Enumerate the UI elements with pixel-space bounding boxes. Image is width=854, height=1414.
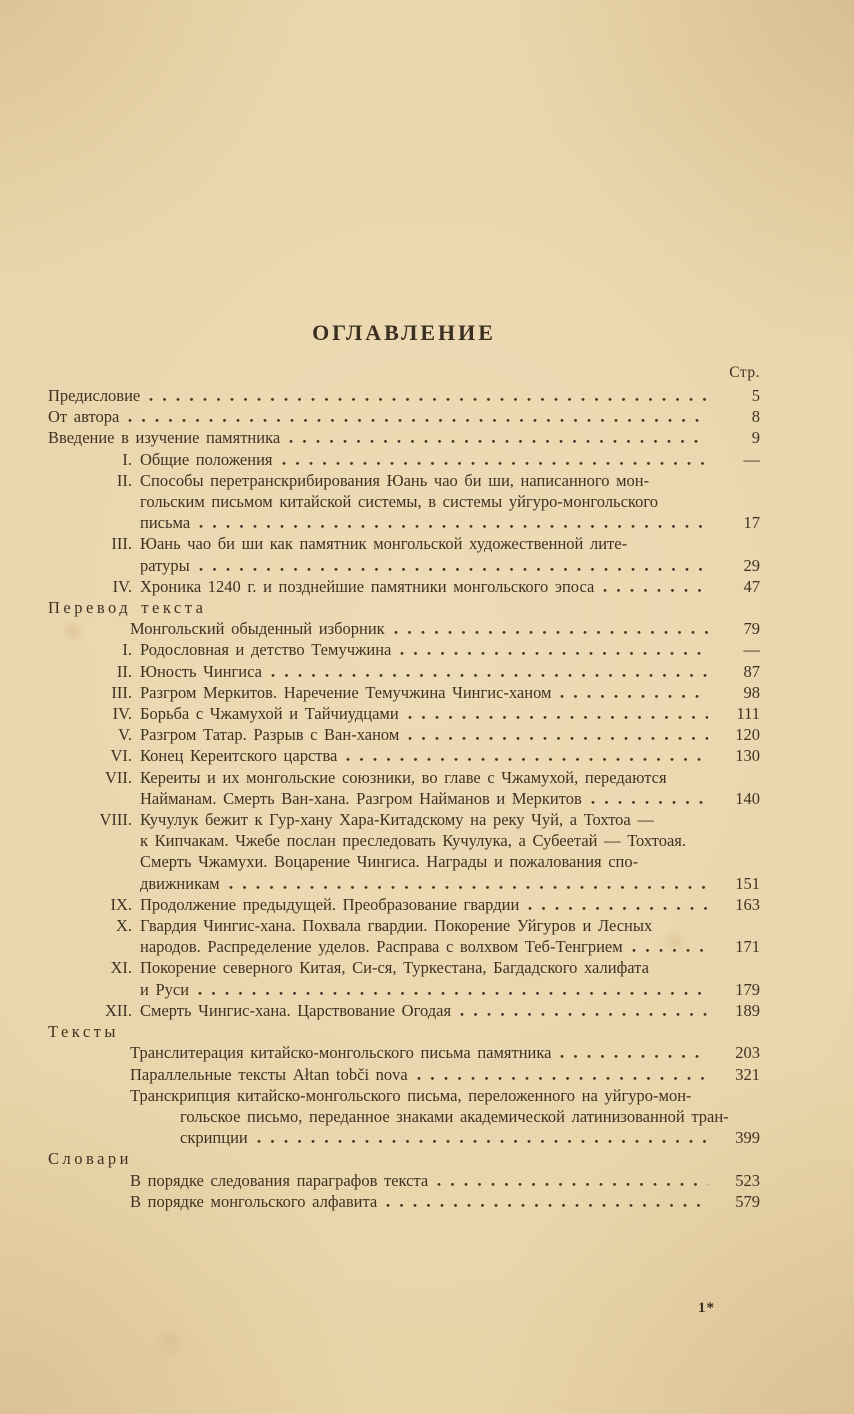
toc-entry-title: народов. Распределение уделов. Расправа с волхвом Теб-Тенгрием	[140, 937, 623, 957]
toc-entry-title: Смерть Чжамухи. Воцарение Чингиса. Награды и пожалования спо-	[140, 852, 639, 872]
dot-leader	[560, 1055, 708, 1058]
dot-leader	[346, 758, 708, 761]
toc-entry-title: Кучулук бежит к Гур-хану Хара-Китадскому на реку Чуй, а Тохтоа —	[140, 810, 654, 830]
toc-page-number: 120	[735, 725, 760, 745]
toc-entry-title: Кереиты и их монгольские союзники, во главе с Чжамухой, передаются	[140, 767, 667, 787]
toc-row	[48, 1064, 760, 1085]
toc-page-number: 189	[735, 1000, 760, 1020]
toc-entry-title: Покорение северного Китая, Си-ся, Туркестана, Багдадского халифата	[140, 958, 649, 978]
toc-row	[48, 957, 760, 978]
toc-row	[48, 682, 760, 703]
toc-entry-title: Введение в изучение памятника	[48, 428, 281, 448]
printer-signature-mark: 1*	[698, 1300, 715, 1316]
toc-entry-title: письма	[140, 513, 191, 533]
toc-row	[48, 618, 760, 639]
dot-leader	[417, 1077, 708, 1080]
toc-entry-title: Конец Кереитского царства	[140, 746, 338, 766]
toc-page-number: —	[743, 449, 760, 469]
dot-leader	[394, 631, 708, 634]
toc-row	[48, 1106, 760, 1127]
toc-roman-numeral: II.	[116, 470, 132, 490]
toc-entry-title: Параллельные тексты Ałtan tobči nova	[130, 1064, 408, 1084]
dot-leader	[128, 419, 708, 422]
toc-entry-title: гольским письмом китайской системы, в системы уйгуро-монгольского	[140, 492, 658, 512]
toc-row	[48, 1191, 760, 1212]
toc-entry-title: Транслитерация китайско-монгольского письма памятника	[130, 1043, 552, 1063]
page-column-header: Стр.	[729, 364, 760, 381]
toc-row	[48, 915, 760, 936]
toc-entry-title: Гвардия Чингис-хана. Похвала гвардии. Покорение Уйгуров и Лесных	[140, 916, 653, 936]
dot-leader	[460, 1013, 708, 1016]
toc-entry-title: Общие положения	[140, 449, 273, 469]
dot-leader	[198, 992, 708, 995]
toc-row	[48, 385, 760, 406]
toc-entry-title: Родословная и детство Темучжина	[140, 640, 392, 660]
toc-row	[48, 830, 760, 851]
toc-row	[48, 661, 760, 682]
toc-row	[48, 936, 760, 957]
toc-page-number: 17	[743, 513, 760, 533]
toc-roman-numeral: III.	[111, 682, 132, 702]
toc-entry-title: В порядке монгольского алфавита	[130, 1191, 378, 1211]
dot-leader	[400, 652, 708, 655]
toc-roman-numeral: VI.	[110, 746, 132, 766]
toc-page-number: 29	[743, 555, 760, 575]
toc-page-number: 140	[735, 788, 760, 808]
toc-entry-title: ратуры	[140, 555, 190, 575]
toc-entry-title: От автора	[48, 407, 120, 427]
dot-leader	[560, 695, 708, 698]
toc-section-heading-label: Перевод текста	[48, 598, 207, 618]
toc-entry-title: гольское письмо, переданное знаками академической латинизованной тран-	[180, 1106, 729, 1126]
toc-roman-numeral: IV.	[112, 576, 132, 596]
toc-list	[48, 385, 760, 1212]
toc-entry-title: Монгольский обыденный изборник	[130, 619, 385, 639]
toc-entry-title: движникам	[140, 873, 220, 893]
dot-leader	[199, 568, 708, 571]
toc-roman-numeral: XII.	[104, 1000, 132, 1020]
dot-leader	[229, 886, 708, 889]
toc-roman-numeral: X.	[115, 916, 132, 936]
toc-row	[48, 576, 760, 597]
toc-section-heading	[48, 1148, 760, 1169]
toc-page-number: 203	[735, 1043, 760, 1063]
toc-page-number: 399	[735, 1128, 760, 1148]
dot-leader	[282, 462, 709, 465]
dot-leader	[257, 1140, 708, 1143]
dot-leader	[408, 716, 708, 719]
toc-entry-title: Юань чао би ши как памятник монгольской художественной лите-	[140, 534, 628, 554]
toc-page-number: 5	[751, 386, 760, 405]
toc-row	[48, 767, 760, 788]
toc-entry-title: Предисловие	[48, 386, 141, 405]
toc-entry-title: Смерть Чингис-хана. Царствование Огодая	[140, 1000, 452, 1020]
toc-row	[48, 639, 760, 660]
toc-entry-title: Разгром Татар. Разрыв с Ван-ханом	[140, 725, 400, 745]
dot-leader	[632, 949, 708, 952]
toc-row	[48, 1000, 760, 1021]
toc-page-number: 321	[735, 1064, 760, 1084]
toc-row	[48, 745, 760, 766]
toc-page-number: 130	[735, 746, 760, 766]
toc-entry-title: к Кипчакам. Чжебе послан преследовать Кучулука, а Субеетай — Тохтоая.	[140, 831, 687, 851]
toc-page-number: 523	[735, 1170, 760, 1190]
toc-row	[48, 703, 760, 724]
toc-page-number: 79	[743, 619, 760, 639]
dot-leader	[528, 907, 708, 910]
toc-row	[48, 873, 760, 894]
toc-entry-title: Разгром Меркитов. Наречение Темучжина Чингис-ханом	[140, 682, 552, 702]
toc-row	[48, 724, 760, 745]
dot-leader	[408, 737, 708, 740]
toc-roman-numeral: II.	[116, 661, 132, 681]
toc-row	[48, 1085, 760, 1106]
toc-page-number: 179	[735, 979, 760, 999]
toc-page-number: 98	[743, 682, 760, 702]
toc-section-heading	[48, 1021, 760, 1042]
toc-row	[48, 979, 760, 1000]
toc-section-heading	[48, 597, 760, 618]
toc-row	[48, 427, 760, 448]
toc-roman-numeral: VIII.	[99, 810, 132, 830]
toc-roman-numeral: III.	[111, 534, 132, 554]
toc-row	[48, 894, 760, 915]
toc-page-number: 9	[751, 428, 760, 448]
dot-leader	[271, 674, 708, 677]
toc-row	[48, 1127, 760, 1148]
toc-entry-title: Борьба с Чжамухой и Тайчиудцами	[140, 704, 399, 724]
toc-row	[48, 491, 760, 512]
toc-row	[48, 512, 760, 533]
toc-entry-title: Транскрипция китайско-монгольского письма, переложенного на уйгуро-мон-	[130, 1085, 692, 1105]
toc-row	[48, 1170, 760, 1191]
toc-section-heading-label: Тексты	[48, 1022, 119, 1042]
toc-roman-numeral: IX.	[110, 894, 132, 914]
dot-leader	[289, 440, 708, 443]
toc-entry-title: В порядке следования параграфов текста	[130, 1170, 429, 1190]
toc-page-number: 151	[735, 873, 760, 893]
dot-leader	[149, 398, 708, 401]
toc-page-number: 579	[735, 1191, 760, 1211]
toc-row	[48, 406, 760, 427]
toc-roman-numeral: VII.	[104, 767, 132, 787]
dot-leader	[437, 1183, 708, 1186]
toc-page-number: 163	[735, 894, 760, 914]
page-title: ОГЛАВЛЕНИЕ	[312, 320, 496, 345]
toc-page-number: 47	[743, 576, 760, 596]
toc-page-number: 171	[735, 937, 760, 957]
toc-page-number: 8	[751, 407, 760, 427]
toc-entry-title: Найманам. Смерть Ван-хана. Разгром Найманов и Меркитов	[140, 788, 582, 808]
table-of-contents	[48, 320, 760, 1212]
toc-entry-title: Продолжение предыдущей. Преобразование гвардии	[140, 894, 520, 914]
toc-page-number: 87	[743, 661, 760, 681]
toc-page-number: —	[743, 640, 760, 660]
toc-row	[48, 449, 760, 470]
toc-entry-title: Хроника 1240 г. и позднейшие памятники монгольского эпоса	[140, 576, 595, 596]
toc-roman-numeral: IV.	[112, 704, 132, 724]
toc-roman-numeral: I.	[122, 449, 132, 469]
dot-leader	[603, 589, 708, 592]
toc-row	[48, 851, 760, 872]
dot-leader	[591, 801, 708, 804]
toc-section-heading-label: Словари	[48, 1149, 132, 1169]
dot-leader	[386, 1204, 708, 1207]
toc-row	[48, 470, 760, 491]
toc-entry-title: и Руси	[140, 979, 190, 999]
toc-page-number: 111	[736, 704, 760, 724]
toc-row	[48, 555, 760, 576]
toc-roman-numeral: I.	[122, 640, 132, 660]
toc-entry-title: Юность Чингиса	[140, 661, 262, 681]
dot-leader	[199, 525, 708, 528]
toc-row	[48, 1042, 760, 1063]
toc-roman-numeral: XI.	[110, 958, 132, 978]
toc-row	[48, 788, 760, 809]
toc-roman-numeral: V.	[118, 725, 132, 745]
toc-entry-title: скрипции	[180, 1128, 248, 1148]
toc-entry-title: Способы перетранскрибирования Юань чао би ши, написанного мон-	[140, 470, 650, 490]
toc-row	[48, 533, 760, 554]
toc-row	[48, 809, 760, 830]
